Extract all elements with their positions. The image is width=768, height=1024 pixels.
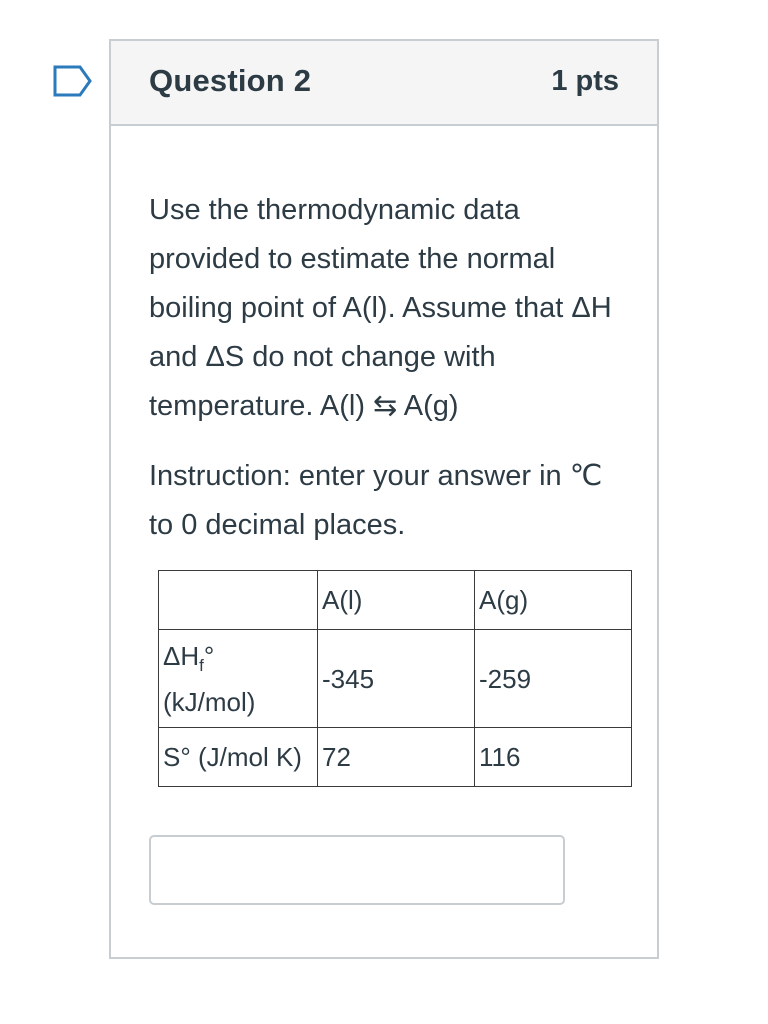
answer-input[interactable] bbox=[149, 835, 565, 905]
question-body bbox=[149, 186, 629, 550]
table-cell: -345 bbox=[318, 630, 475, 728]
question-points: 1 pts bbox=[551, 65, 619, 97]
table-header-cell bbox=[159, 571, 318, 630]
enthalpy-superscript: ° bbox=[203, 640, 215, 671]
enthalpy-main: ΔH bbox=[163, 640, 200, 671]
bookmark-flag-icon[interactable] bbox=[52, 64, 94, 98]
table-cell: 72 bbox=[318, 728, 475, 787]
table-header-cell: A(l) bbox=[318, 571, 475, 630]
table-row bbox=[159, 630, 632, 728]
table-cell: -259 bbox=[475, 630, 632, 728]
question-prompt: Use the thermodynamic data provided to estimate the normal boiling point of A(l). Assume that ΔH and ΔS do not change with temperature. A(l) ⇆ A(g) bbox=[149, 194, 612, 422]
table-cell: 116 bbox=[475, 728, 632, 787]
row-label-enthalpy bbox=[159, 630, 318, 728]
question-title: Question 2 bbox=[149, 63, 312, 98]
table-row bbox=[159, 728, 632, 787]
table-header-cell: A(g) bbox=[475, 571, 632, 630]
enthalpy-subscript: f bbox=[199, 655, 204, 675]
enthalpy-symbol bbox=[163, 638, 313, 684]
thermodynamic-data-table bbox=[158, 570, 632, 787]
table-header-row bbox=[159, 571, 632, 630]
row-label-entropy: S° (J/mol K) bbox=[159, 728, 318, 787]
question-header bbox=[111, 41, 657, 126]
question-instruction: Instruction: enter your answer in ℃ to 0 decimal places. bbox=[149, 460, 603, 541]
question-card bbox=[109, 39, 659, 959]
enthalpy-unit: (kJ/mol) bbox=[163, 686, 256, 717]
